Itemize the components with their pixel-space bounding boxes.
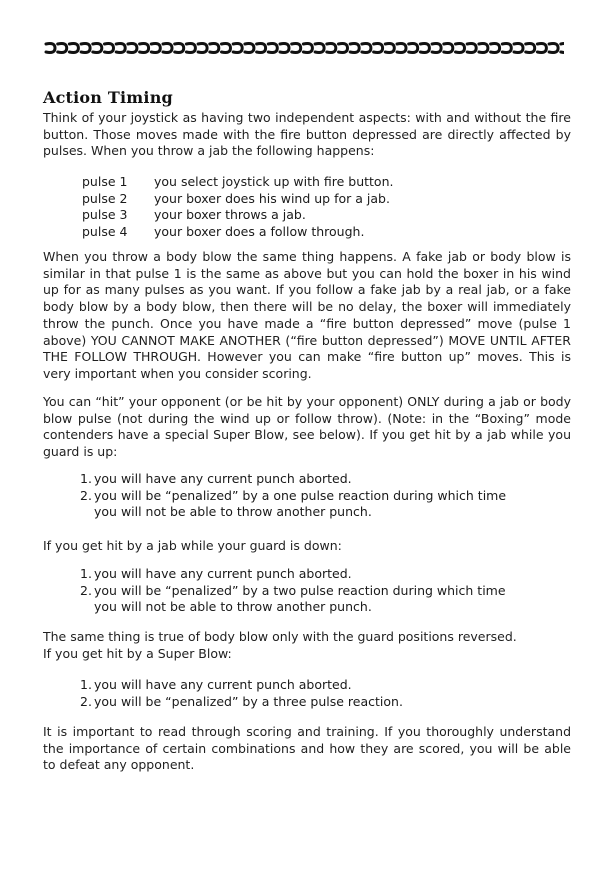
hit-paragraph: You can “hit” your opponent (or be hit by your opponent) ONLY during a jab or body blow pulse (not during the wind up or follow throw). (Note: in the “Boxing” mode contenders have a special Super Blow, see below). If you get hit by a jab while you guard is up: [43, 394, 571, 460]
guard-down-list [80, 566, 520, 616]
guard-up-list [80, 471, 520, 521]
super-blow-paragraph: If you get hit by a Super Blow: [43, 646, 232, 661]
same-thing-paragraph: The same thing is true of body blow only with the guard positions reversed. [43, 629, 517, 644]
section-heading: Action Timing [43, 88, 173, 107]
rope-border-decoration [44, 40, 564, 56]
list-item: 1. you will have any current punch aborted. [80, 677, 352, 692]
closing-paragraph: It is important to read through scoring and training. If you thoroughly understand the importance of certain combinations and how they are scored, you will be able to defeat any opponent. [43, 724, 571, 773]
pulse-row: pulse 1 you select joystick up with fire button. [82, 174, 394, 189]
pulse-list [82, 174, 393, 241]
list-item: 1. you will have any current punch aborted. [80, 566, 352, 581]
list-item: 1. you will have any current punch aborted. [80, 471, 352, 486]
pulse-row: pulse 4 your boxer does a follow through. [82, 224, 365, 240]
body-blow-paragraph: When you throw a body blow the same thing happens. A fake jab or body blow is similar in that pulse 1 is the same as above but you can hold the boxer in his wind up for as many pulses as you want. If you follow a fake jab by a real jab, or a fake body blow by a body blow, then there will be no delay, the boxer will immediately throw the punch. Once you have made a “fire button depressed” move (pulse 1 above) YOU CANNOT MAKE ANOTHER (“fire button depressed”) MOVE UNTIL AFTER THE FOLLOW THROUGH. However you can make “fire button up” moves. This is very important when you consider scoring. [43, 249, 571, 381]
intro-paragraph: Think of your joystick as having two independent aspects: with and without the fire button. Those moves made with the fire button depressed are directly affected by pulses. When you throw a jab the following happens: [43, 110, 571, 159]
list-item: 2. you will be “penalized” by a two pulse reaction during which time you will not be able to throw another punch. [80, 582, 506, 615]
pulse-row: pulse 2 your boxer does his wind up for a jab. [82, 190, 390, 206]
list-item: 2. you will be “penalized” by a three pulse reaction. [80, 693, 403, 709]
pulse-row: pulse 3 your boxer throws a jab. [82, 207, 306, 223]
super-blow-list [80, 677, 520, 710]
list-item: 2. you will be “penalized” by a one pulse reaction during which time you will not be able to throw another punch. [80, 487, 507, 520]
guard-down-paragraph: If you get hit by a jab while your guard is down: [43, 538, 342, 553]
